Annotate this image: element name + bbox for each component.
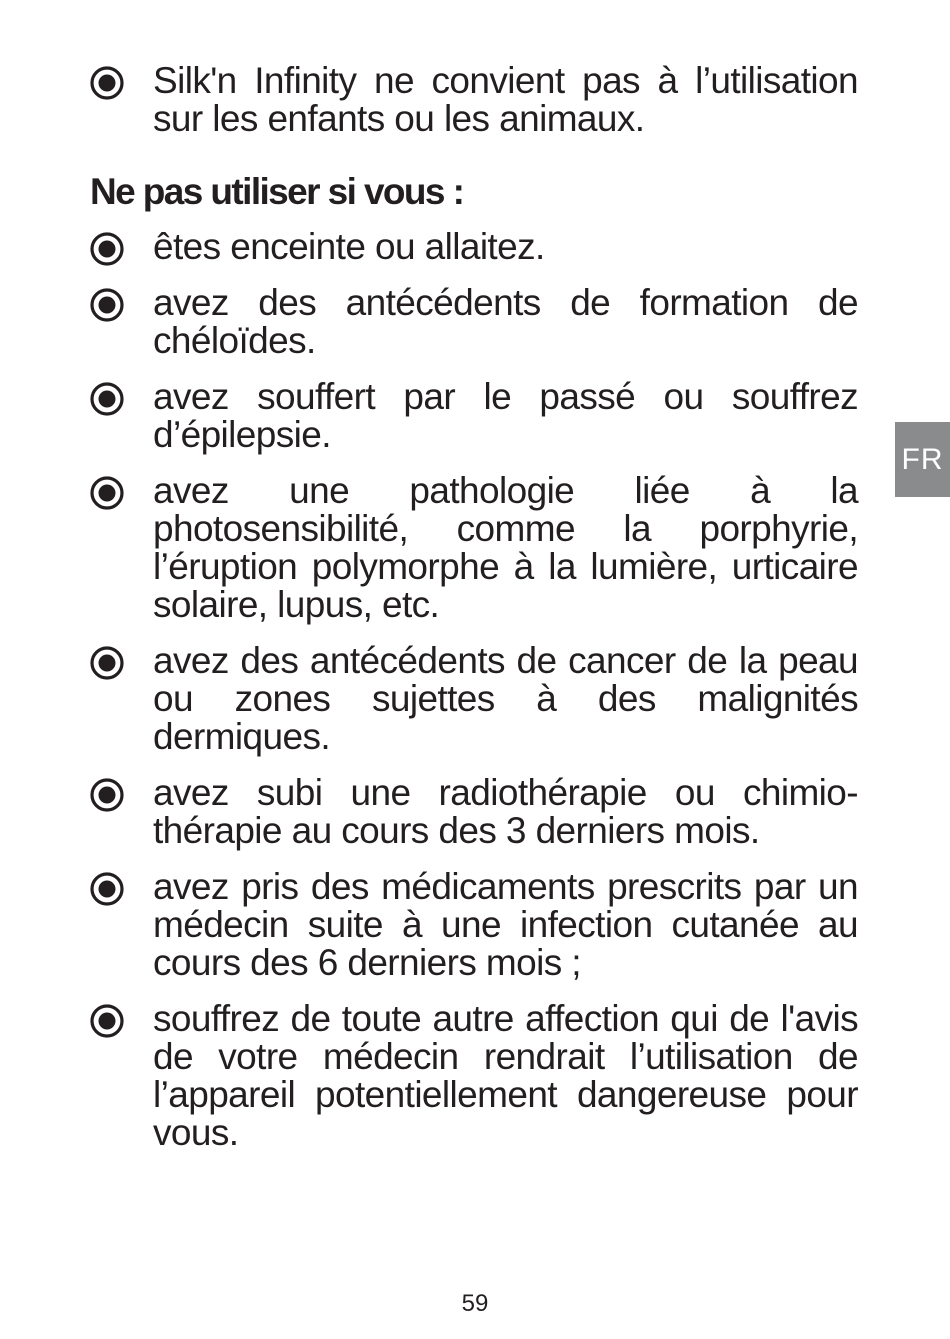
list-item: [90, 284, 858, 360]
list-item: [90, 62, 858, 138]
section-heading: Ne pas utiliser si vous :: [90, 171, 464, 212]
list-item: [90, 774, 858, 850]
language-tab: FR: [895, 422, 950, 497]
list-item-text: Silk'n Infinity ne convient pas à l’utilisation sur les enfants ou les animaux.: [153, 60, 858, 139]
target-bullet-icon: [90, 232, 124, 266]
list-item-text: avez subi une radiothérapie ou chimio-thérapie au cours des 3 derniers mois.: [153, 772, 858, 851]
list-item-text: avez des antécédents de cancer de la peau ou zones sujettes à des malignités dermiques.: [153, 640, 858, 757]
list-item-text: avez pris des médicaments prescrits par un médecin suite à une infection cutanée au cours des 6 derniers mois ;: [153, 866, 858, 983]
list-item-text: souffrez de toute autre affection qui de l'avis de votre médecin rendrait l’utilisation de l’appareil potentiellement dangereuse pour vous.: [153, 998, 858, 1153]
list-item: [90, 868, 858, 982]
target-bullet-icon: [90, 1004, 124, 1038]
list-item-text: avez souffert par le passé ou souffrez d’épilepsie.: [153, 376, 858, 455]
target-bullet-icon: [90, 872, 124, 906]
intro-list: [90, 62, 858, 156]
list-item: [90, 642, 858, 756]
target-bullet-icon: [90, 778, 124, 812]
list-item: [90, 1000, 858, 1152]
list-item-text: êtes enceinte ou allaitez.: [153, 226, 545, 267]
target-bullet-icon: [90, 646, 124, 680]
list-item: [90, 378, 858, 454]
target-bullet-icon: [90, 382, 124, 416]
target-bullet-icon: [90, 476, 124, 510]
list-item-text: avez une pathologie liée à la photosensibilité, comme la porphyrie, l’éruption polymorphe à la lumière, urticaire solaire, lupus, etc.: [153, 470, 858, 625]
target-bullet-icon: [90, 288, 124, 322]
target-bullet-icon: [90, 66, 124, 100]
contraindication-list: [90, 228, 858, 1170]
page-number: 59: [461, 1290, 489, 1317]
list-item: [90, 228, 858, 266]
list-item-text: avez des antécédents de formation de chéloïdes.: [153, 282, 858, 361]
list-item: [90, 472, 858, 624]
